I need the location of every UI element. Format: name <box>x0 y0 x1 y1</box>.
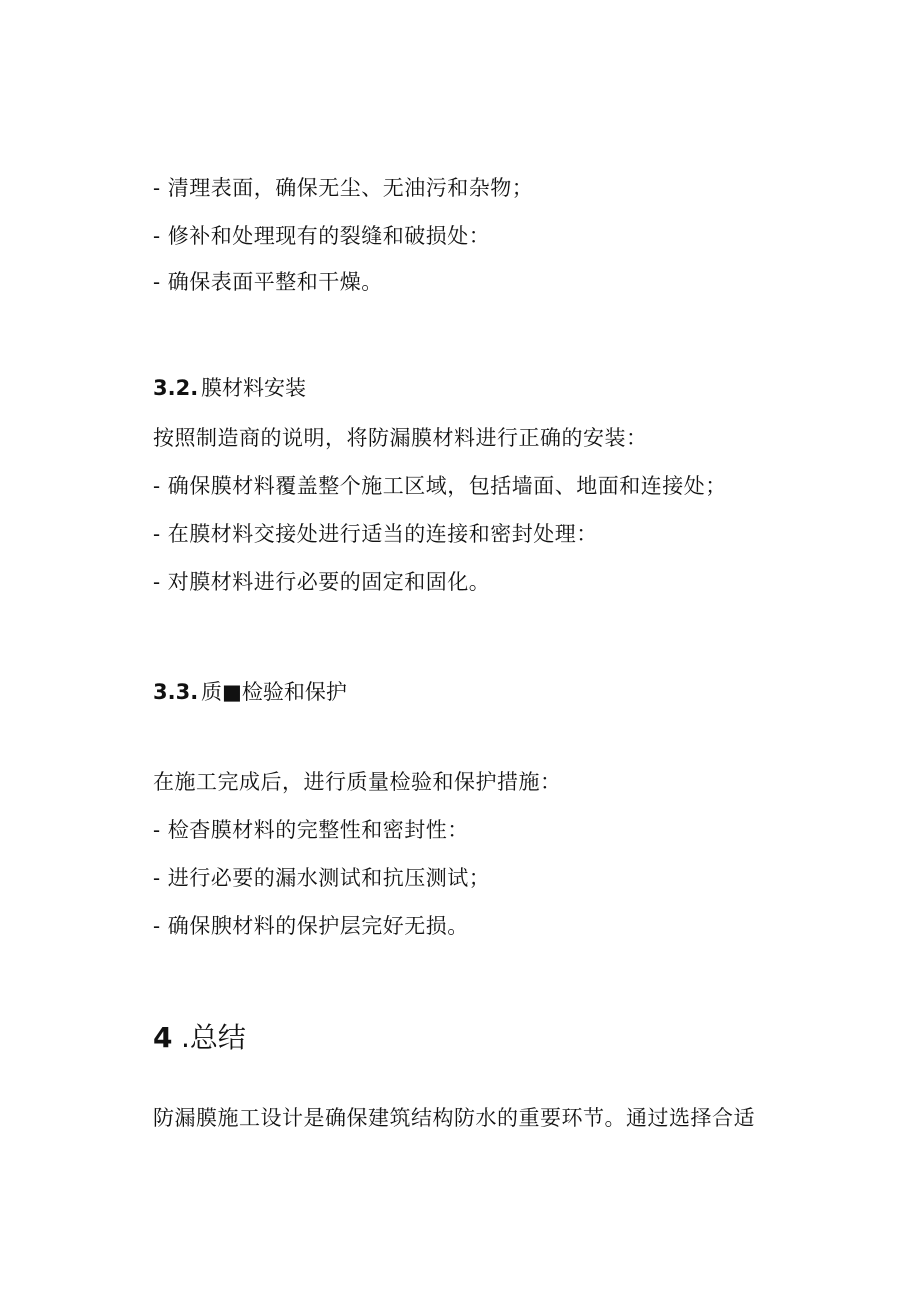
section-title: 质■检验和保护 <box>201 680 347 704</box>
list-item: - 修补和处理现有的裂缝和破损处： <box>153 224 491 248</box>
list-item: - 在膜材料交接处进行适当的连接和密封处理： <box>153 522 598 546</box>
list-item: - 确保表面平整和干燥。 <box>153 270 383 294</box>
section-heading-3-2 <box>153 374 306 402</box>
list-item: - 确保腴材料的保护层完好无损。 <box>153 914 469 938</box>
list-item: - 检杳膜材料的完整性和密封性： <box>153 818 469 842</box>
list-item: - 确保膜材料覆盖整个施工区域，包括墙面、地面和连接处； <box>153 474 727 498</box>
section-number: 4 <box>153 1021 173 1054</box>
section-number: 3.2. <box>153 376 199 400</box>
paragraph: 防漏膜施工设计是确保建筑结构防水的重要环节。通过选择合适 <box>153 1106 755 1130</box>
list-item: - 清理表面，确保无尘、无油污和杂物； <box>153 176 534 200</box>
section-number: 3.3. <box>153 680 199 704</box>
list-item: - 进行必要的漏水测试和抗压测试； <box>153 866 491 890</box>
section-heading-3-3 <box>153 678 347 706</box>
section-heading-4 <box>153 1020 246 1056</box>
section-title: .总结 <box>181 1021 246 1054</box>
section-intro: 在施工完成后，进行质量检验和保护措施： <box>153 770 562 794</box>
list-item: - 对膜材料进行必要的固定和固化。 <box>153 570 491 594</box>
section-title: 膜材料安装 <box>201 376 306 400</box>
section-intro: 按照制造商的说明，将防漏膜材料进行正确的安装： <box>153 426 648 450</box>
